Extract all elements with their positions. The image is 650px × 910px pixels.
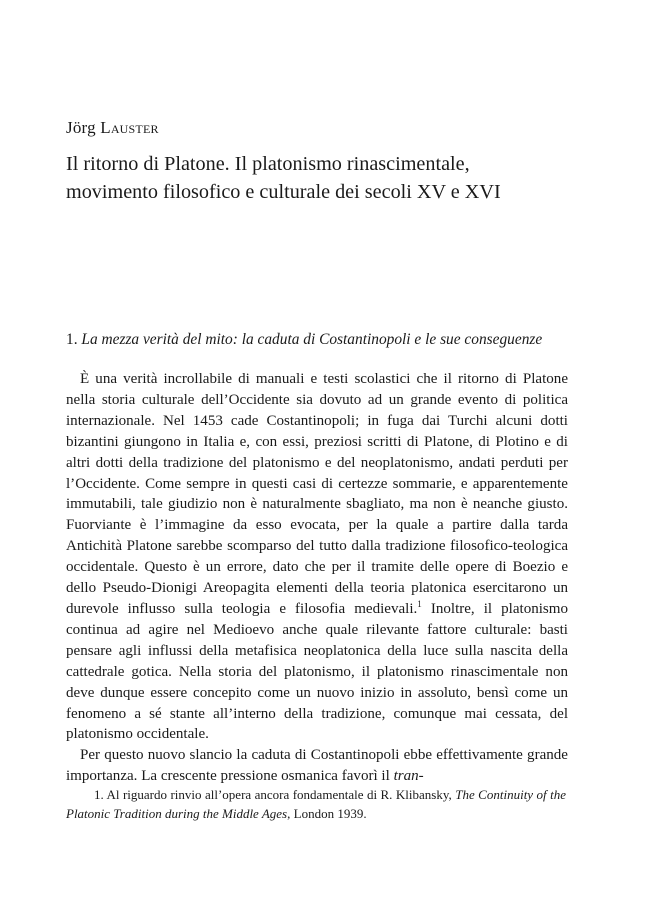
footnote <box>66 785 566 823</box>
chapter-title-line2: movimento filosofico e culturale dei secoli XV e XVI <box>66 181 501 203</box>
paragraph-1-text-b: Inoltre, il platonismo continua ad agire nel Medioevo anche quale rilevante fattore culturale: basti pensare agli influssi della metafisica neoplatonica della luce sulla nascita della cattedrale gotica. Nella storia del platonismo, il platonismo rinascimentale non deve dunque essere concepito come un nuovo inizio in assoluto, bensì come un fenomeno a sé stante all’interno della tradizione, comunque mai cessata, del platonismo occidentale. <box>66 600 568 743</box>
author-last-name: Lauster <box>100 118 159 137</box>
body-text <box>66 369 568 787</box>
footnote-number: 1. <box>94 787 104 802</box>
section-title: La mezza verità del mito: la caduta di Costantinopoli e le sue conseguenze <box>81 331 543 348</box>
chapter-title-line1: Il ritorno di Platone. Il platonismo rinascimentale, <box>66 153 470 175</box>
footnote-reference[interactable]: 1 <box>417 598 422 609</box>
author-name <box>66 118 159 138</box>
chapter-title <box>66 150 606 206</box>
paragraph-2-text: Per questo nuovo slancio la caduta di Costantinopoli ebbe effettivamente grande importanza. La crescente pressione osmanica favorì il <box>66 747 568 785</box>
paragraph-1 <box>66 369 568 745</box>
author-first-name: Jörg <box>66 118 96 137</box>
paragraph-2 <box>66 745 568 787</box>
paragraph-1-text-a: È una verità incrollabile di manuali e testi scolastici che il ritorno di Platone nella storia culturale dell’Occidente sia dovuto ad un grande evento di politica internazionale. Nel 1453 cade Costantinopoli; in fuga dai Turchi alcuni dotti bizantini giungono in Italia e, con essi, preziosi scritti di Platone, di Plotino e di altri dotti della tradizione del platonismo e del neoplatonismo, andati perduti per l’Occidente. Come sempre in questi casi di certezze sommarie, e apparentemente immutabili, tale giudizio non è naturalmente sbagliato, ma non è neanche giusto. Fuorviante è l’immagine da esso evocata, per la quale a partire dalla tarda Antichità Platone sarebbe scomparso del tutto dalla tradizione filosofico-teologica occidentale. Questo è un errore, dato che per il tramite delle opere di Boezio e dello Pseudo-Dionigi Areopagita elementi della teoria platonica esercitarono un durevole influsso sulla teologia e filosofia medievali. <box>66 371 568 617</box>
footnote-text-before: Al riguardo rinvio all’opera ancora fondamentale di R. Klibansky, <box>103 787 456 802</box>
section-number: 1. <box>66 331 78 348</box>
section-heading <box>66 330 596 350</box>
footnote-text-after: , London 1939. <box>287 806 367 821</box>
footnote-book-title: The Continuity of the Platonic Tradition during the Middle Ages <box>66 787 566 821</box>
paragraph-2-italic: tran- <box>393 768 424 785</box>
